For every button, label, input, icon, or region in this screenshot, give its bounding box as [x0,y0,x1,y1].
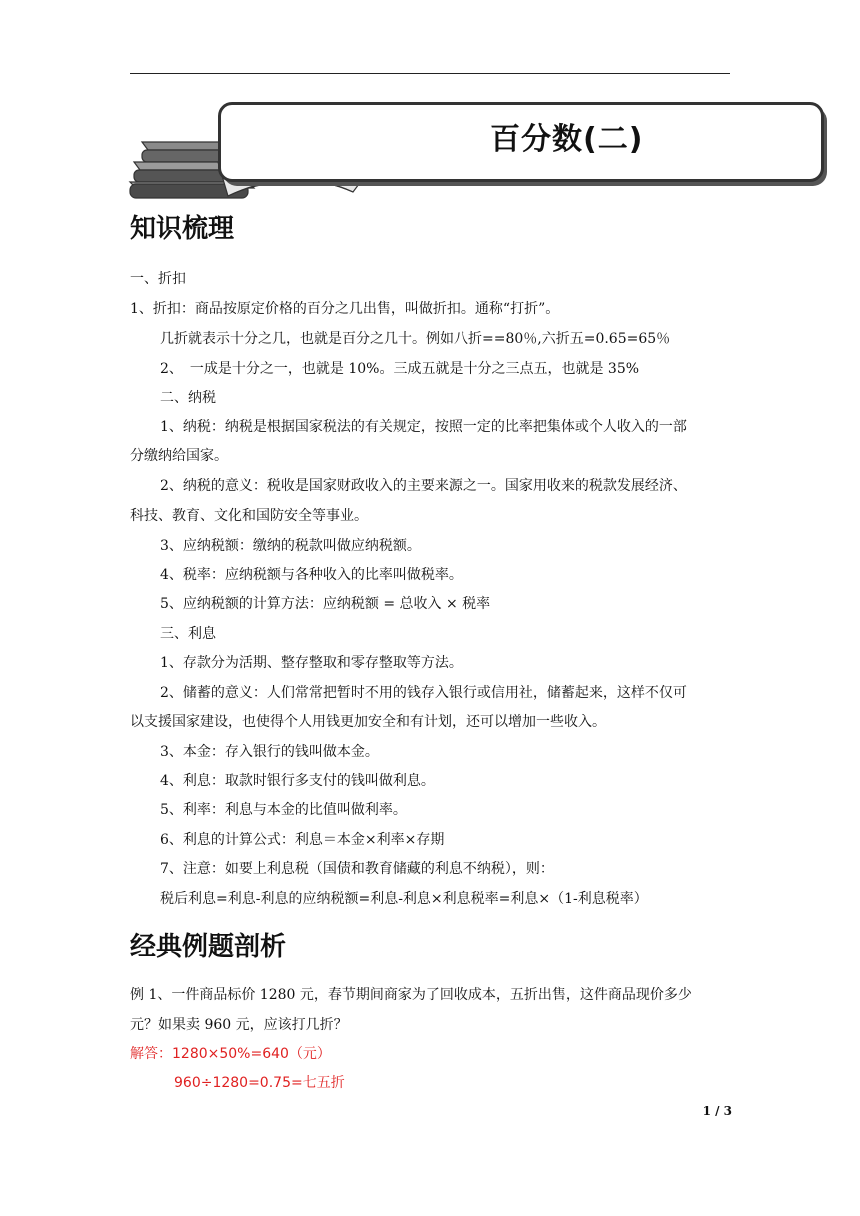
answer-formula: 1280×50%=640 [172,1046,289,1062]
text-line: 2、 一成是十分之一，也就是 10%。三成五就是十分之三点五，也就是 35% [160,361,640,377]
text-line: 1、存款分为活期、整存整取和零存整取等方法。 [160,655,463,671]
text-line: 科技、教育、文化和国防安全等事业。 [130,508,368,524]
answer-result: 七五折 [302,1075,345,1091]
text-line: 二、纳税 [160,390,216,406]
text-line: 3、本金：存入银行的钱叫做本金。 [160,744,379,760]
text-line: 一、折扣 [130,271,186,287]
answer-formula: 960÷1280=0.75= [174,1075,303,1091]
text-line: 2、储蓄的意义：人们常常把暂时不用的钱存入银行或信用社，储蓄起来，这样不仅可 [160,685,687,701]
text-line: 4、税率：应纳税额与各种收入的比率叫做税率。 [160,567,463,583]
page-title: 百分数(二) [490,122,644,157]
text-line: 6、利息的计算公式：利息＝本金×利率×存期 [160,832,445,848]
text-line: 3、应纳税额：缴纳的税款叫做应纳税额。 [160,538,421,554]
text-line: 4、利息：取款时银行多支付的钱叫做利息。 [160,773,435,789]
answer-line [130,1045,331,1063]
text-line: 5、利率：利息与本金的比值叫做利率。 [160,802,407,818]
section-heading-examples: 经典例题剖析 [130,932,287,962]
section-heading-knowledge: 知识梳理 [130,214,235,244]
text-line: 几折就表示十分之几，也就是百分之几十。例如八折==80％,六折五=0.65=65％ [160,331,671,347]
text-line: 税后利息=利息-利息的应纳税额=利息-利息×利息税率=利息×（1-利息税率） [160,891,648,907]
text-line: 三、利息 [160,626,216,642]
page-number: 1 / 3 [702,1104,732,1118]
answer-line [174,1074,345,1092]
text-line: 分缴纳给国家。 [130,448,228,464]
text-line: 2、纳税的意义：税收是国家财政收入的主要来源之一。国家用收来的税款发展经济、 [160,478,687,494]
text-line: 1、折扣：商品按原定价格的百分之几出售，叫做折扣。通称“打折”。 [130,301,560,317]
header-rule [130,73,730,74]
text-line: 7、注意：如要上利息税（国债和教育储藏的利息不纳税），则： [160,861,554,877]
answer-label: 解答： [130,1046,172,1062]
example-question: 元？如果卖 960 元，应该打几折？ [130,1017,348,1033]
text-line: 5、应纳税额的计算方法：应纳税额 = 总收入 × 税率 [160,596,491,612]
example-question: 例 1、一件商品标价 1280 元，春节期间商家为了回收成本，五折出售，这件商品现价多少 [130,987,692,1003]
text-line: 1、纳税：纳税是根据国家税法的有关规定，按照一定的比率把集体或个人收入的一部 [160,419,687,435]
text-line: 以支援国家建设，也使得个人用钱更加安全和有计划，还可以增加一些收入。 [130,714,606,730]
answer-unit: （元） [288,1046,331,1062]
